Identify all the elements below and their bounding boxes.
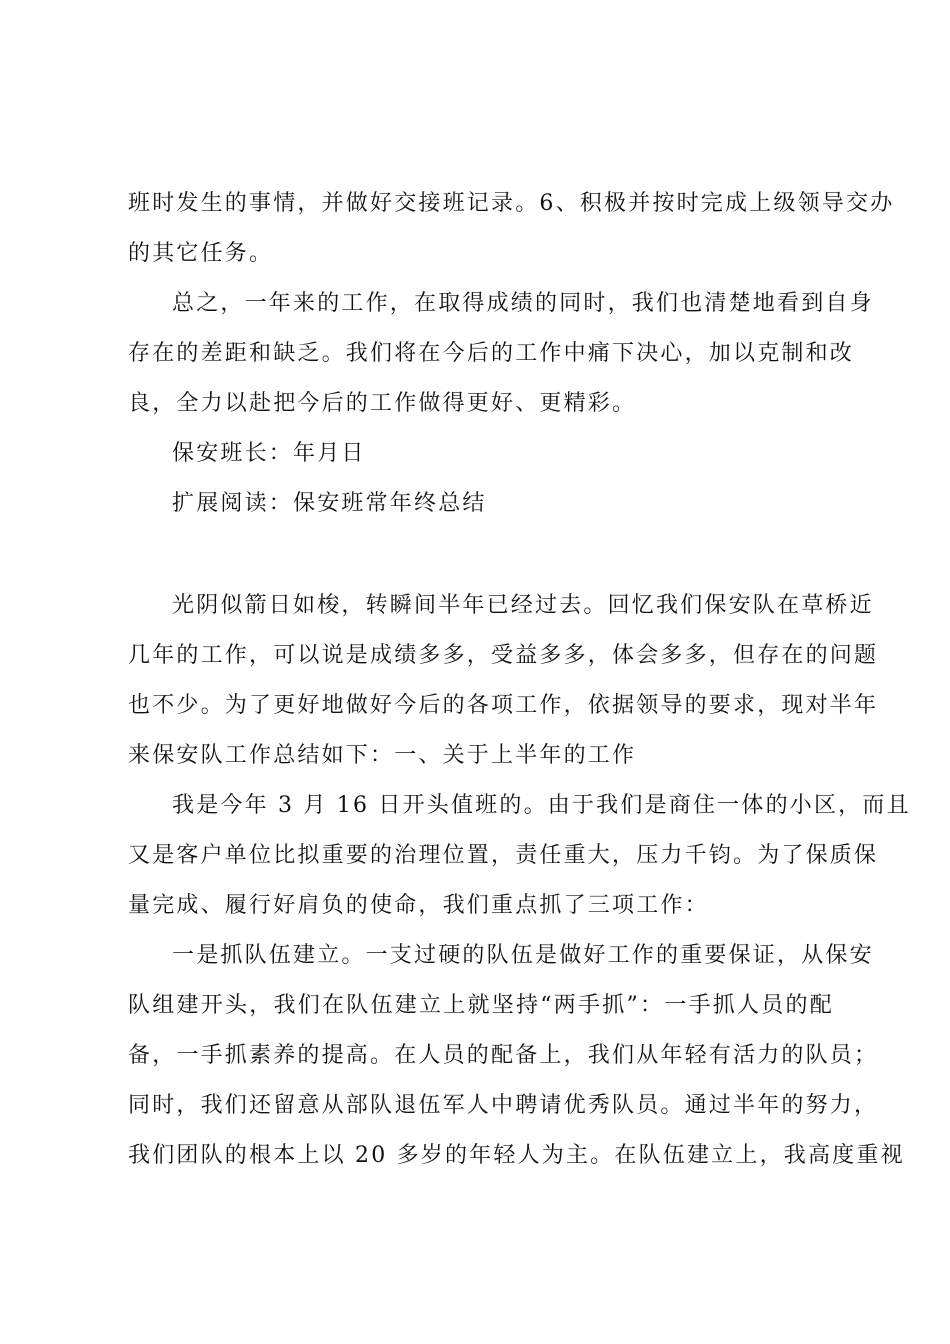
paragraph-line: 又是客户单位比拟重要的治理位置，责任重大，压力千钧。为了保质保 (128, 843, 879, 868)
paragraph-line: 光阴似箭日如梭，转瞬间半年已经过去。回忆我们保安队在草桥近 (172, 593, 874, 618)
extended-reading-title: 扩展阅读：保安班常年终总结 (172, 491, 487, 516)
paragraph-line: 量完成、履行好肩负的使命，我们重点抓了三项工作： (128, 893, 709, 918)
paragraph-line: 存在的差距和缺乏。我们将在今后的工作中痛下决心，加以克制和改 (128, 341, 855, 366)
paragraph-line: 队组建开头，我们在队伍建立上就坚持“两手抓”：一手抓人员的配 (128, 993, 834, 1018)
paragraph-line: 的其它任务。 (128, 241, 274, 266)
paragraph-line: 班时发生的事情，并做好交接班记录。6、积极并按时完成上级领导交办 (128, 191, 895, 216)
paragraph-line: 也不少。为了更好地做好今后的各项工作，依据领导的要求，现对半年 (128, 693, 879, 718)
paragraph-line: 我是今年 3 月 16 日开头值班的。由于我们是商住一体的小区，而且 (172, 793, 911, 818)
paragraph-line: 总之，一年来的工作，在取得成绩的同时，我们也清楚地看到自身 (172, 291, 874, 316)
paragraph-line: 同时，我们还留意从部队退伍军人中聘请优秀队员。通过半年的努力， (128, 1093, 879, 1118)
paragraph-line: 我们团队的根本上以 20 多岁的年轻人为主。在队伍建立上，我高度重视 (128, 1143, 905, 1168)
paragraph-line: 几年的工作，可以说是成绩多多，受益多多，体会多多，但存在的问题 (128, 643, 879, 668)
signature-line: 保安班长：年月日 (172, 441, 366, 466)
paragraph-line: 备，一手抓素养的提高。在人员的配备上，我们从年轻有活力的队员； (128, 1043, 879, 1068)
paragraph-line: 一是抓队伍建立。一支过硬的队伍是做好工作的重要保证，从保安 (172, 943, 874, 968)
paragraph-line: 良，全力以赴把今后的工作做得更好、更精彩。 (128, 391, 637, 416)
paragraph-line: 来保安队工作总结如下：一、关于上半年的工作 (128, 743, 637, 768)
